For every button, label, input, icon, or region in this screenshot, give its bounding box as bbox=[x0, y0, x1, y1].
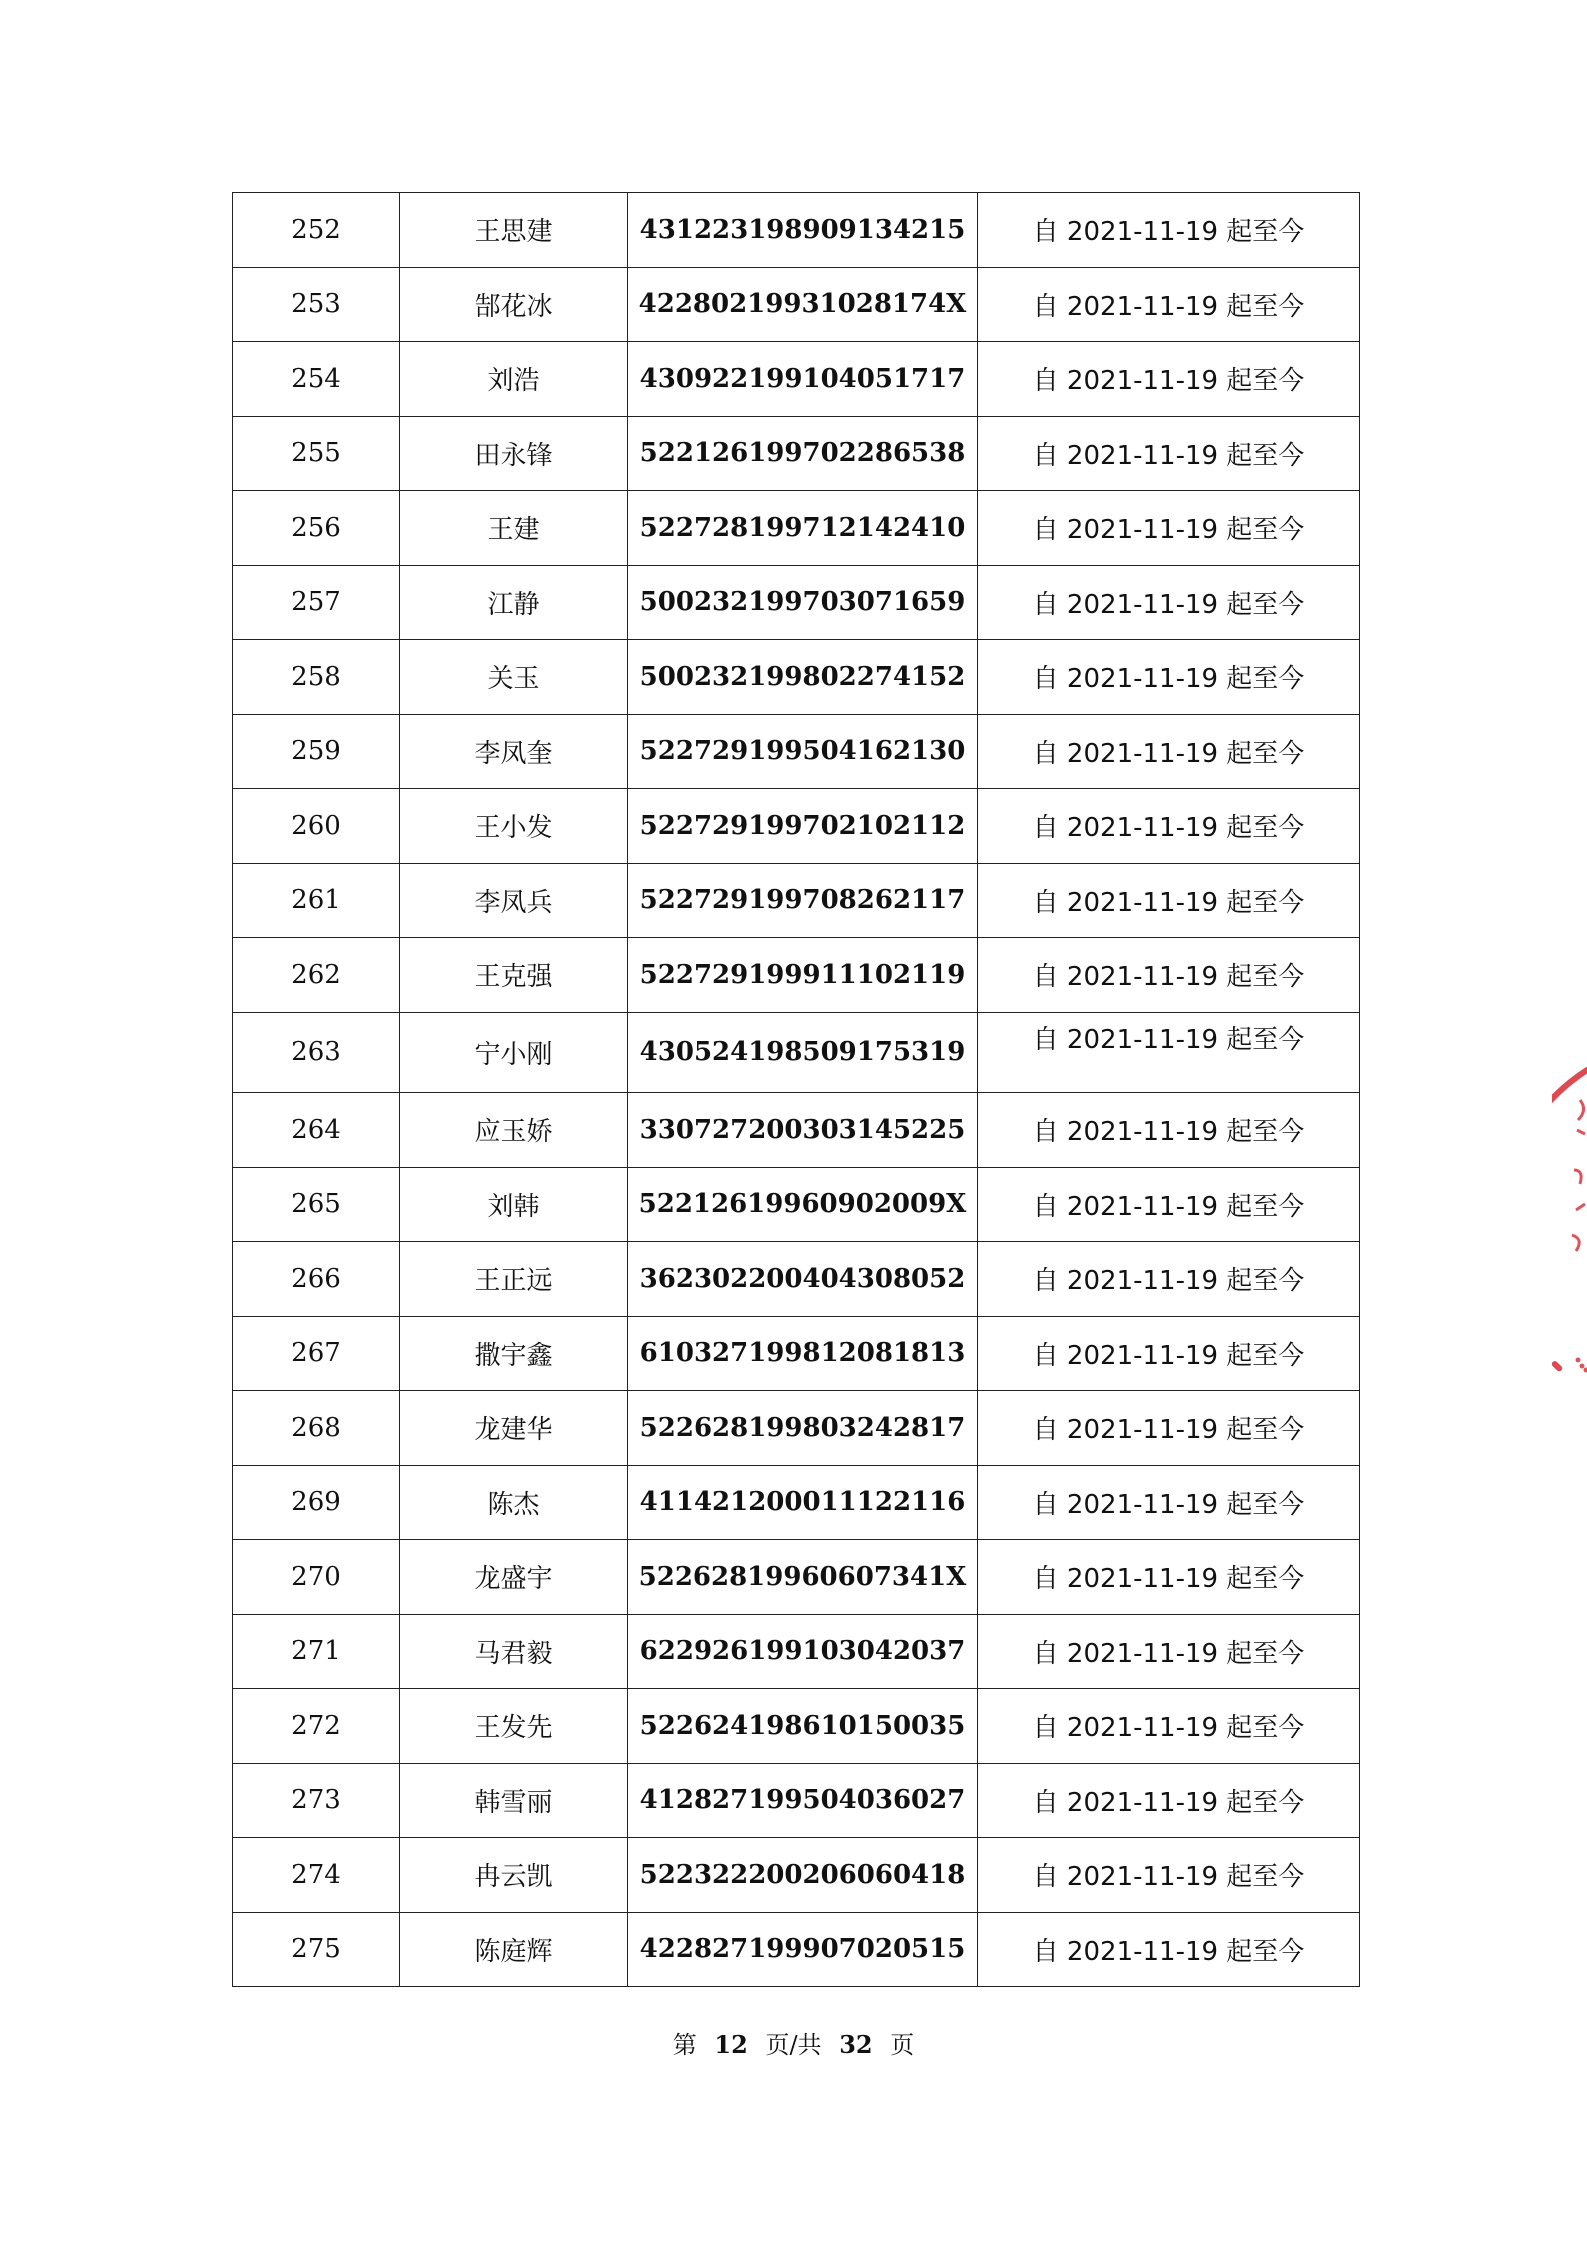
person-name: 刘韩 bbox=[400, 1167, 628, 1242]
table-row bbox=[233, 1763, 1360, 1838]
row-number: 275 bbox=[233, 1912, 400, 1987]
total-pages-number: 32 bbox=[839, 2030, 873, 2059]
row-number: 254 bbox=[233, 342, 400, 417]
period-text: 自 2021-11-19 起至今 bbox=[978, 1912, 1360, 1987]
roster-table-body bbox=[233, 193, 1360, 1987]
period-text: 自 2021-11-19 起至今 bbox=[978, 714, 1360, 789]
row-number: 273 bbox=[233, 1763, 400, 1838]
row-number: 269 bbox=[233, 1465, 400, 1540]
row-number: 271 bbox=[233, 1614, 400, 1689]
person-name: 宁小刚 bbox=[400, 1012, 628, 1093]
period-text: 自 2021-11-19 起至今 bbox=[978, 1689, 1360, 1764]
table-row bbox=[233, 1838, 1360, 1913]
row-number: 261 bbox=[233, 863, 400, 938]
period-text: 自 2021-11-19 起至今 bbox=[978, 342, 1360, 417]
table-row bbox=[233, 789, 1360, 864]
row-number: 272 bbox=[233, 1689, 400, 1764]
id-number: 522126199702286538 bbox=[628, 416, 978, 491]
period-text: 自 2021-11-19 起至今 bbox=[978, 491, 1360, 566]
table-row bbox=[233, 1465, 1360, 1540]
table-row bbox=[233, 1012, 1360, 1093]
table-row bbox=[233, 863, 1360, 938]
table-row bbox=[233, 1912, 1360, 1987]
row-number: 263 bbox=[233, 1012, 400, 1093]
person-name: 马君毅 bbox=[400, 1614, 628, 1689]
id-number: 500232199703071659 bbox=[628, 565, 978, 640]
table-row bbox=[233, 1167, 1360, 1242]
person-name: 龙建华 bbox=[400, 1391, 628, 1466]
table-row bbox=[233, 565, 1360, 640]
table-row bbox=[233, 1316, 1360, 1391]
person-name: 郜花冰 bbox=[400, 267, 628, 342]
period-text: 自 2021-11-19 起至今 bbox=[978, 789, 1360, 864]
current-page-number: 12 bbox=[714, 2030, 748, 2059]
id-number: 522729199911102119 bbox=[628, 938, 978, 1013]
period-text: 自 2021-11-19 起至今 bbox=[978, 1391, 1360, 1466]
id-number: 610327199812081813 bbox=[628, 1316, 978, 1391]
period-text: 自 2021-11-19 起至今 bbox=[978, 938, 1360, 1013]
period-text: 自 2021-11-19 起至今 bbox=[978, 1242, 1360, 1317]
row-number: 256 bbox=[233, 491, 400, 566]
row-number: 262 bbox=[233, 938, 400, 1013]
period-text: 自 2021-11-19 起至今 bbox=[978, 1540, 1360, 1615]
id-number: 330727200303145225 bbox=[628, 1093, 978, 1168]
id-number: 431223198909134215 bbox=[628, 193, 978, 268]
row-number: 270 bbox=[233, 1540, 400, 1615]
id-number: 411421200011122116 bbox=[628, 1465, 978, 1540]
person-name: 陈杰 bbox=[400, 1465, 628, 1540]
person-name: 陈庭辉 bbox=[400, 1912, 628, 1987]
page-footer bbox=[0, 2025, 1587, 2060]
row-number: 257 bbox=[233, 565, 400, 640]
person-name: 王正远 bbox=[400, 1242, 628, 1317]
id-number: 52212619960902009X bbox=[628, 1167, 978, 1242]
person-name: 王小发 bbox=[400, 789, 628, 864]
id-number: 500232199802274152 bbox=[628, 640, 978, 715]
id-number: 522322200206060418 bbox=[628, 1838, 978, 1913]
table-row bbox=[233, 1242, 1360, 1317]
person-name: 刘浩 bbox=[400, 342, 628, 417]
id-number: 622926199103042037 bbox=[628, 1614, 978, 1689]
id-number: 412827199504036027 bbox=[628, 1763, 978, 1838]
person-name: 关玉 bbox=[400, 640, 628, 715]
person-name: 韩雪丽 bbox=[400, 1763, 628, 1838]
table-row bbox=[233, 193, 1360, 268]
table-row bbox=[233, 491, 1360, 566]
row-number: 258 bbox=[233, 640, 400, 715]
table-row bbox=[233, 1093, 1360, 1168]
period-text: 自 2021-11-19 起至今 bbox=[978, 1093, 1360, 1168]
id-number: 522729199702102112 bbox=[628, 789, 978, 864]
row-number: 252 bbox=[233, 193, 400, 268]
period-text: 自 2021-11-19 起至今 bbox=[978, 267, 1360, 342]
table-row bbox=[233, 416, 1360, 491]
row-number: 255 bbox=[233, 416, 400, 491]
person-name: 龙盛宇 bbox=[400, 1540, 628, 1615]
period-text: 自 2021-11-19 起至今 bbox=[978, 863, 1360, 938]
row-number: 274 bbox=[233, 1838, 400, 1913]
table-row bbox=[233, 938, 1360, 1013]
period-text: 自 2021-11-19 起至今 bbox=[978, 1167, 1360, 1242]
row-number: 253 bbox=[233, 267, 400, 342]
period-text: 自 2021-11-19 起至今 bbox=[978, 640, 1360, 715]
row-number: 264 bbox=[233, 1093, 400, 1168]
person-name: 李凤兵 bbox=[400, 863, 628, 938]
red-seal-stamp bbox=[1552, 1060, 1587, 1400]
footer-middle: 页/共 bbox=[765, 2031, 822, 2059]
id-number: 522729199708262117 bbox=[628, 863, 978, 938]
table-row bbox=[233, 1614, 1360, 1689]
period-text: 自 2021-11-19 起至今 bbox=[978, 1012, 1360, 1093]
person-name: 冉云凯 bbox=[400, 1838, 628, 1913]
table-row bbox=[233, 267, 1360, 342]
period-text: 自 2021-11-19 起至今 bbox=[978, 1763, 1360, 1838]
roster-table bbox=[232, 192, 1360, 1987]
footer-prefix: 第 bbox=[672, 2031, 697, 2059]
period-text: 自 2021-11-19 起至今 bbox=[978, 193, 1360, 268]
period-text: 自 2021-11-19 起至今 bbox=[978, 1614, 1360, 1689]
period-text: 自 2021-11-19 起至今 bbox=[978, 1838, 1360, 1913]
row-number: 259 bbox=[233, 714, 400, 789]
table-row bbox=[233, 1391, 1360, 1466]
person-name: 王思建 bbox=[400, 193, 628, 268]
person-name: 应玉娇 bbox=[400, 1093, 628, 1168]
row-number: 268 bbox=[233, 1391, 400, 1466]
table-row bbox=[233, 640, 1360, 715]
id-number: 52262819960607341X bbox=[628, 1540, 978, 1615]
person-name: 王发先 bbox=[400, 1689, 628, 1764]
id-number: 522729199504162130 bbox=[628, 714, 978, 789]
person-name: 江静 bbox=[400, 565, 628, 640]
id-number: 522628199803242817 bbox=[628, 1391, 978, 1466]
person-name: 王建 bbox=[400, 491, 628, 566]
table-row bbox=[233, 1689, 1360, 1764]
person-name: 王克强 bbox=[400, 938, 628, 1013]
row-number: 267 bbox=[233, 1316, 400, 1391]
id-number: 42280219931028174X bbox=[628, 267, 978, 342]
id-number: 522624198610150035 bbox=[628, 1689, 978, 1764]
row-number: 265 bbox=[233, 1167, 400, 1242]
id-number: 422827199907020515 bbox=[628, 1912, 978, 1987]
period-text: 自 2021-11-19 起至今 bbox=[978, 565, 1360, 640]
person-name: 李凤奎 bbox=[400, 714, 628, 789]
table-row bbox=[233, 342, 1360, 417]
id-number: 430922199104051717 bbox=[628, 342, 978, 417]
footer-suffix: 页 bbox=[890, 2031, 915, 2059]
id-number: 430524198509175319 bbox=[628, 1012, 978, 1093]
id-number: 362302200404308052 bbox=[628, 1242, 978, 1317]
period-text: 自 2021-11-19 起至今 bbox=[978, 1465, 1360, 1540]
person-name: 撒宇鑫 bbox=[400, 1316, 628, 1391]
period-text: 自 2021-11-19 起至今 bbox=[978, 416, 1360, 491]
row-number: 266 bbox=[233, 1242, 400, 1317]
table-row bbox=[233, 714, 1360, 789]
id-number: 522728199712142410 bbox=[628, 491, 978, 566]
period-text: 自 2021-11-19 起至今 bbox=[978, 1316, 1360, 1391]
row-number: 260 bbox=[233, 789, 400, 864]
person-name: 田永锋 bbox=[400, 416, 628, 491]
table-row bbox=[233, 1540, 1360, 1615]
